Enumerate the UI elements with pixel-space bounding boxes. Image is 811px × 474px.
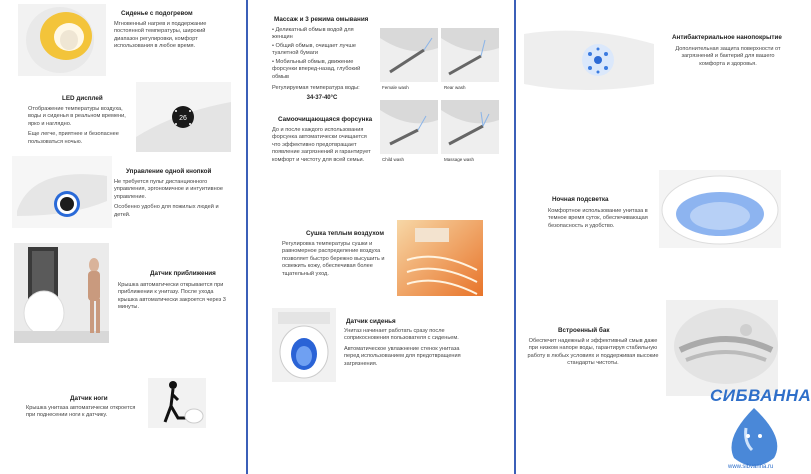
led-display-text-1: Отображение температуры воздуха, воды и сиденья в реальном времени, ярко и наглядно. bbox=[28, 106, 126, 127]
led-display-title: LED дисплей bbox=[62, 95, 103, 102]
one-button-text-2: Особенно удобно для пожилых людей и детей. bbox=[114, 204, 219, 218]
seat-sensor-text-2: Автоматическое увлажнение стенок унитаза перед использованием для предотвращения загрязнения. bbox=[344, 345, 461, 367]
female-wash-image bbox=[380, 28, 438, 82]
heated-seat-title: Сиденье с подогревом bbox=[121, 10, 193, 17]
massage-wash-image bbox=[441, 100, 499, 154]
dryer-image bbox=[397, 220, 483, 296]
foot-sensor-title: Датчик ноги bbox=[70, 395, 108, 402]
led-display-image bbox=[136, 82, 231, 152]
night-light-image bbox=[659, 170, 781, 248]
svg-text:26: 26 bbox=[179, 115, 187, 122]
child-wash-image bbox=[380, 100, 438, 154]
massage-title: Массаж и 3 режима омывания bbox=[274, 16, 369, 23]
seat-sensor-title: Датчик сиденья bbox=[346, 318, 396, 325]
logo-brand-text: СИБВАННА bbox=[710, 386, 811, 405]
tank-text: Обеспечит надежный и эффективный смыв даже при низком напоре воды, гарантируя стабильную работу в любых условиях и поддерживая высокие стандарты чистоты. bbox=[527, 338, 659, 367]
proximity-sensor-title: Датчик приближения bbox=[150, 270, 216, 277]
antibacterial-text: Дополнительная защита поверхности от загрязнений и бактерий для вашего комфорта и здоровья. bbox=[675, 46, 781, 67]
rear-wash-caption: Rear wash bbox=[444, 85, 466, 90]
one-button-title: Управление одной кнопкой bbox=[126, 168, 212, 175]
rear-wash-image bbox=[441, 28, 499, 82]
night-light-text: Комфортное использование унитаза в темное время суток, обеспечивающая безопасность и удобство. bbox=[548, 208, 648, 229]
one-button-text bbox=[114, 179, 224, 222]
logo-url-text: www.sibvanna.ru bbox=[728, 464, 774, 470]
foot-sensor-image bbox=[148, 378, 206, 428]
massage-wash-caption: Massage wash bbox=[444, 157, 475, 162]
seat-sensor-text-1: Унитаз начинает работать сразу после соприкосновения пользователя с сиденьем. bbox=[344, 328, 459, 342]
heated-seat-text: Мгновенный нагрев и поддержание постоянной температуры, широкий диапазон регулировки, комфорт использования в любое время. bbox=[114, 21, 207, 50]
led-display-text-2: Еще легче, приятнее и безопаснее пользоваться ночью. bbox=[28, 131, 119, 145]
self-clean-title: Самоочищающаяся форсунка bbox=[278, 116, 373, 123]
sibvanna-logo bbox=[704, 378, 811, 474]
massage-bullet-2: • Общий обмыв, очищает лучше туалетной бумаги bbox=[272, 42, 356, 57]
tank-title: Встроенный бак bbox=[558, 327, 610, 334]
heated-seat-image bbox=[18, 4, 106, 76]
foot-sensor-text: Крышка унитаза автоматически откроется при поднесении ноги к датчику. bbox=[26, 405, 136, 419]
antibacterial-image bbox=[524, 24, 654, 96]
column-1 bbox=[0, 0, 246, 474]
one-button-text-1: Не требуется пульт дистанционного управления, эргономичное и интуитивное управление. bbox=[114, 179, 223, 200]
water-temp-value: 34-37-40°C bbox=[306, 94, 338, 101]
female-wash-caption: Female wash bbox=[382, 85, 409, 90]
massage-bullets bbox=[272, 27, 372, 105]
dryer-text: Регулировка температуры сушки и равномерное распределение воздуха позволяет быстро бережно высушить и освежить кожу, обеспечивая более тщательный уход. bbox=[282, 241, 385, 277]
column-3 bbox=[516, 0, 811, 474]
led-display-text bbox=[28, 106, 134, 149]
child-wash-caption: Child wash bbox=[382, 157, 405, 162]
water-temp-label: Регулируемая температура воды: bbox=[272, 85, 360, 92]
one-button-image bbox=[12, 156, 112, 228]
night-light-title: Ночная подсветка bbox=[552, 196, 609, 203]
seat-sensor-image bbox=[272, 308, 336, 382]
massage-bullet-3: • Мобильный обмыв, движение форсунки вперед-назад, глубокий обмыв bbox=[272, 58, 361, 80]
antibacterial-title: Антибактериальное нанопокрытие bbox=[672, 34, 782, 41]
seat-sensor-text bbox=[344, 328, 462, 371]
dryer-title: Сушка теплым воздухом bbox=[306, 230, 384, 237]
proximity-sensor-text: Крышка автоматически открывается при приближении к унитазу. После ухода крышка автоматически закроется через 3 минуты. bbox=[118, 282, 226, 311]
column-2 bbox=[248, 0, 514, 474]
massage-bullet-1: • Деликатный обмыв водой для женщин bbox=[272, 27, 354, 41]
self-clean-text: До и после каждого использования форсунка автоматически очищается что эффективно предотвращает появление загрязнений и гарантирует комфорт и чистоту для всей семьи. bbox=[272, 127, 371, 163]
proximity-sensor-image bbox=[14, 243, 109, 343]
